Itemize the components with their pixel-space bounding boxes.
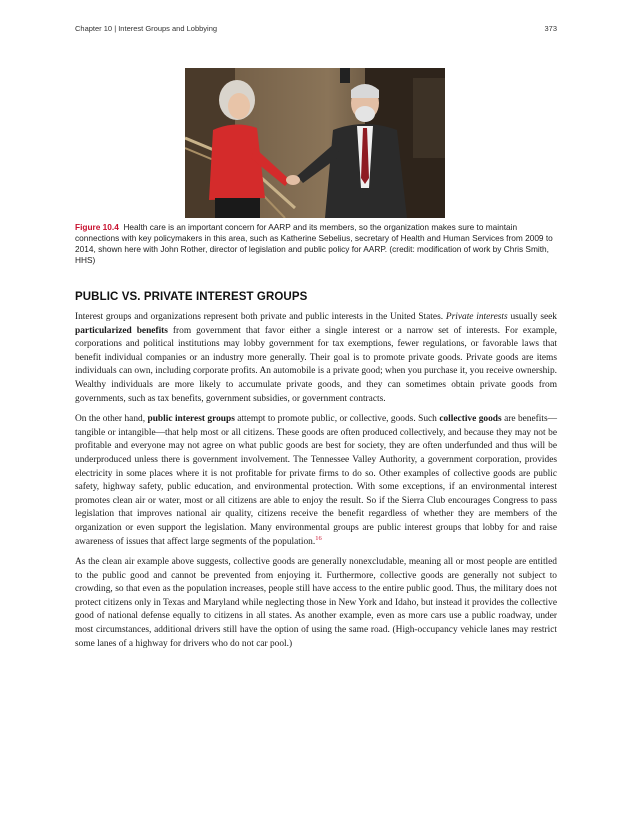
term-private-interests: Private interests <box>445 312 508 322</box>
page-number: 373 <box>544 24 557 33</box>
page-header <box>75 24 557 33</box>
p2-text-a: On the other hand, <box>75 414 148 425</box>
body-text <box>75 311 557 658</box>
figure-caption <box>75 222 555 266</box>
figure-caption-text: Health care is an important concern for AARP and its members, so the organization makes sure to maintain connections with key policymakers in this area, such as Katherine Sebelius, secretary of Health and Human Services from 2009 to 2014, shown here with John Rother, director of legislation and public policy for AARP. (credit: modification of work by Chris Smith, HHS) <box>75 222 553 265</box>
term-public-interest-groups: public interest groups <box>147 414 235 425</box>
footnote-link[interactable]: 16 <box>315 534 322 542</box>
chapter-title: Chapter 10 | Interest Groups and Lobbying <box>75 24 218 33</box>
p1-text-c: usually seek <box>507 312 557 322</box>
figure-photo <box>185 68 445 218</box>
term-particularized-benefits: particularized benefits <box>75 325 168 336</box>
paragraph-3: As the clean air example above suggests, collective goods are generally nonexcludable, meaning all or most people are entitled to the public good and cannot be prevented from enjoying it. Furthermore, collective goods are generally not subject to crowding, so that even as the population increases, people still have access to the entire public good. Thus, the military does not protect citizens only in Texas and Maryland while neglecting those in New York and Idaho, but instead it provides the collective good of national defense equally to citizens in all states. As another example, even as more cars use a public roadway, under most circumstances, additional drivers still have the option of using the same road. (High-occupancy vehicle lanes may restrict some lanes of a highway for drivers who do not car pool.) <box>75 557 557 649</box>
p1-text-e: from government that favor either a single interest or a narrow set of interests. For example, corporations and political institutions may lobby government for tax exemptions, fewer regulations, or favorable laws that benefit individual companies or an industry more generally. Their goal is to promote private goods. Private goods are items individuals can own, including corporate profits. An automobile is a private good; when you purchase it, you receive ownership. Wealthy individuals are more likely to accumulate private goods, and they can sometimes obtain private goods from governments, such as tax benefits, government subsidies, or government contracts. <box>75 325 557 404</box>
p1-text-a: Interest groups and organizations represent both private and public interests in the United States. <box>75 312 446 322</box>
figure-label: Figure 10.4 <box>75 222 119 232</box>
section-heading: PUBLIC VS. PRIVATE INTEREST GROUPS <box>75 291 308 303</box>
term-collective-goods: collective goods <box>439 414 502 425</box>
p2-text-e: are benefits—tangible or intangible—that help most or all citizens. These goods are often produced collectively, and because they may not be profitable and everyone may not agree on what public goods are best for society, they are often underfunded and thus will be underproduced unless there is government involvement. The Tennessee Valley Authority, a government corporation, provides electricity in some places where it is not profitable for private firms to do so. Other examples of collective goods are public safety, highway safety, public education, and environmental protection. With some exceptions, if an environmental interest promotes clean air or water, most or all citizens are able to enjoy the result. So if the Sierra Club encourages Congress to pass legislation that improves national air quality, citizens receive the benefit regardless of whether they are members of the organization or even support the legislation. Many environmental groups are public interest groups that lobby for and raise awareness of issues that affect large segments of the population. <box>75 414 558 547</box>
paragraph-2 <box>75 413 557 549</box>
handshake-photo-illustration <box>185 68 445 218</box>
paragraph-1 <box>75 311 557 406</box>
p2-text-c: attempt to promote public, or collective, goods. Such <box>234 414 440 425</box>
